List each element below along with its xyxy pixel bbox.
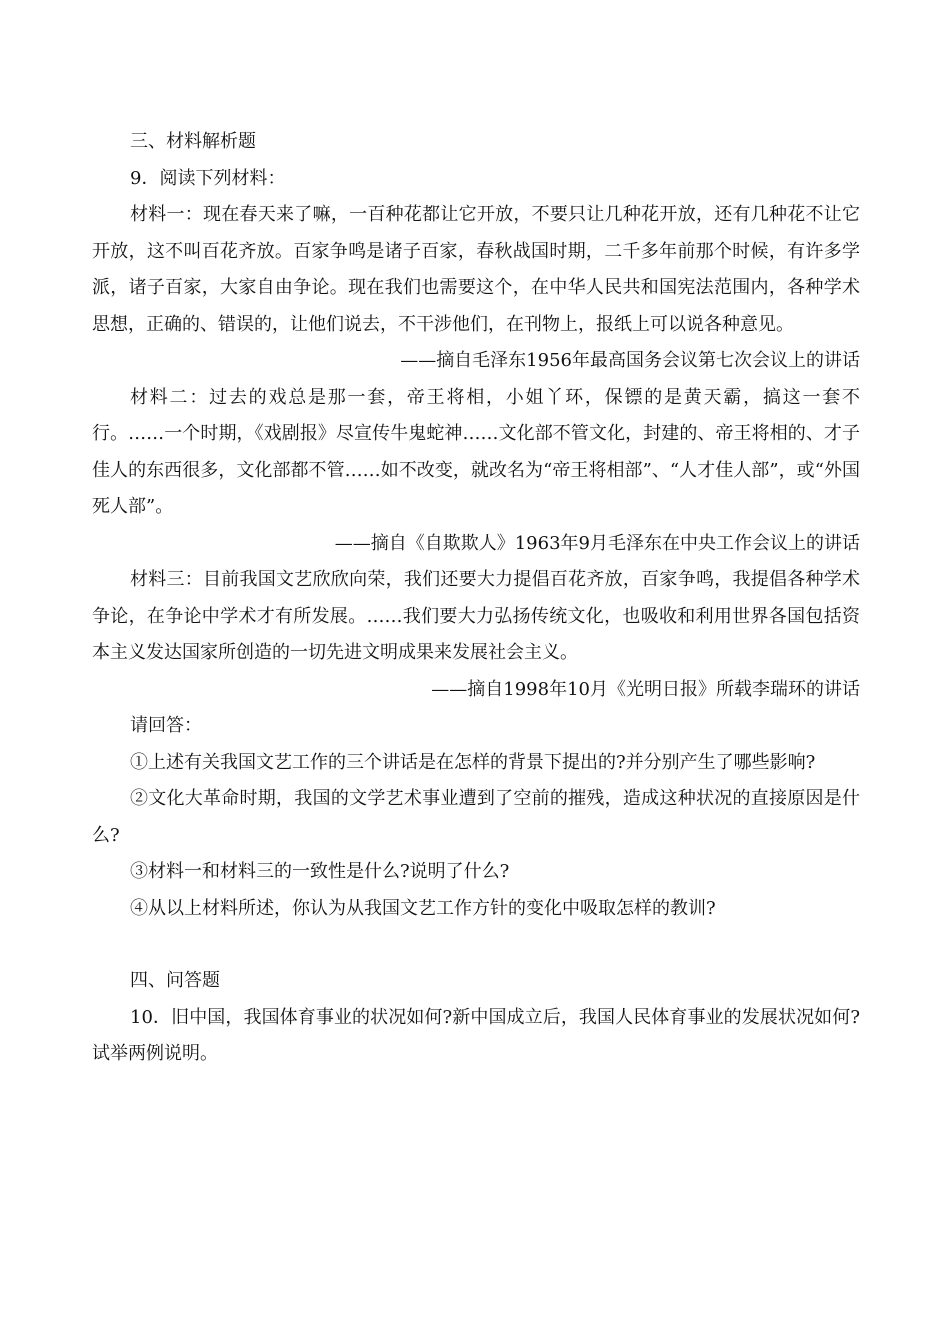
question-title: 9．阅读下列材料：: [130, 167, 286, 189]
question-paragraph: 10．旧中国，我国体育事业的状况如何?新中国成立后，我国人民体育事业的发展状况如何?试举两例说明。: [92, 1006, 860, 1064]
material-source: ——摘自《自欺欺人》1963年9月毛泽东在中央工作会议上的讲话: [334, 532, 860, 554]
sub-question: ①上述有关我国文艺工作的三个讲话是在怎样的背景下提出的?并分别产生了哪些影响?: [130, 751, 816, 773]
sub-question: ③材料一和材料三的一致性是什么?说明了什么?: [130, 861, 510, 882]
material-paragraph: 材料三：目前我国文艺欣欣向荣，我们还要大力提倡百花齐放，百家争鸣，我提倡各种学术争论，在争论中学术才有所发展。……我们要大力弘扬传统文化，也吸收和利用世界各国包括资本主义发达国家所创造的一切先进文明成果来发展社会主义。: [92, 569, 860, 663]
material-paragraph: 材料一：现在春天来了嘛，一百种花都让它开放，不要只让几种花开放，还有几种花不让它开放，这不叫百花齐放。百家争鸣是诸子百家，春秋战国时期，二千多年前那个时候，有许多学派，诸子百家，大家自由争论。现在我们也需要这个，在中华人民共和国宪法范围内，各种学术思想，正确的、错误的，让他们说去，不干涉他们，在刊物上，报纸上可以说各种意见。: [92, 204, 860, 335]
material-paragraph: 材料二：过去的戏总是那一套，帝王将相，小姐丫环，保镖的是黄天霸，搞这一套不行。……一个时期，《戏剧报》尽宣传牛鬼蛇神……文化部不管文化，封建的、帝王将相的、才子佳人的东西很多，文化部都不管……如不改变，就改名为“帝王将相部”、“人才佳人部”，或“外国死人部”。: [92, 386, 860, 517]
sub-question: ②文化大革命时期，我国的文学艺术事业遭到了空前的摧残，造成这种状况的直接原因是什么?: [92, 788, 860, 846]
material-source: ——摘自1998年10月《光明日报》所载李瑞环的讲话: [431, 678, 860, 700]
sub-question: ④从以上材料所述，你认为从我国文艺工作方针的变化中吸取怎样的教训?: [130, 897, 716, 919]
material-source: ——摘自毛泽东1956年最高国务会议第七次会议上的讲话: [400, 350, 860, 371]
answer-prompt: 请回答：: [130, 715, 202, 736]
section-heading: 四、问答题: [130, 970, 220, 991]
section-spacer: [92, 927, 860, 963]
section-heading: 三、材料解析题: [130, 131, 256, 152]
document-content: [92, 124, 860, 1073]
